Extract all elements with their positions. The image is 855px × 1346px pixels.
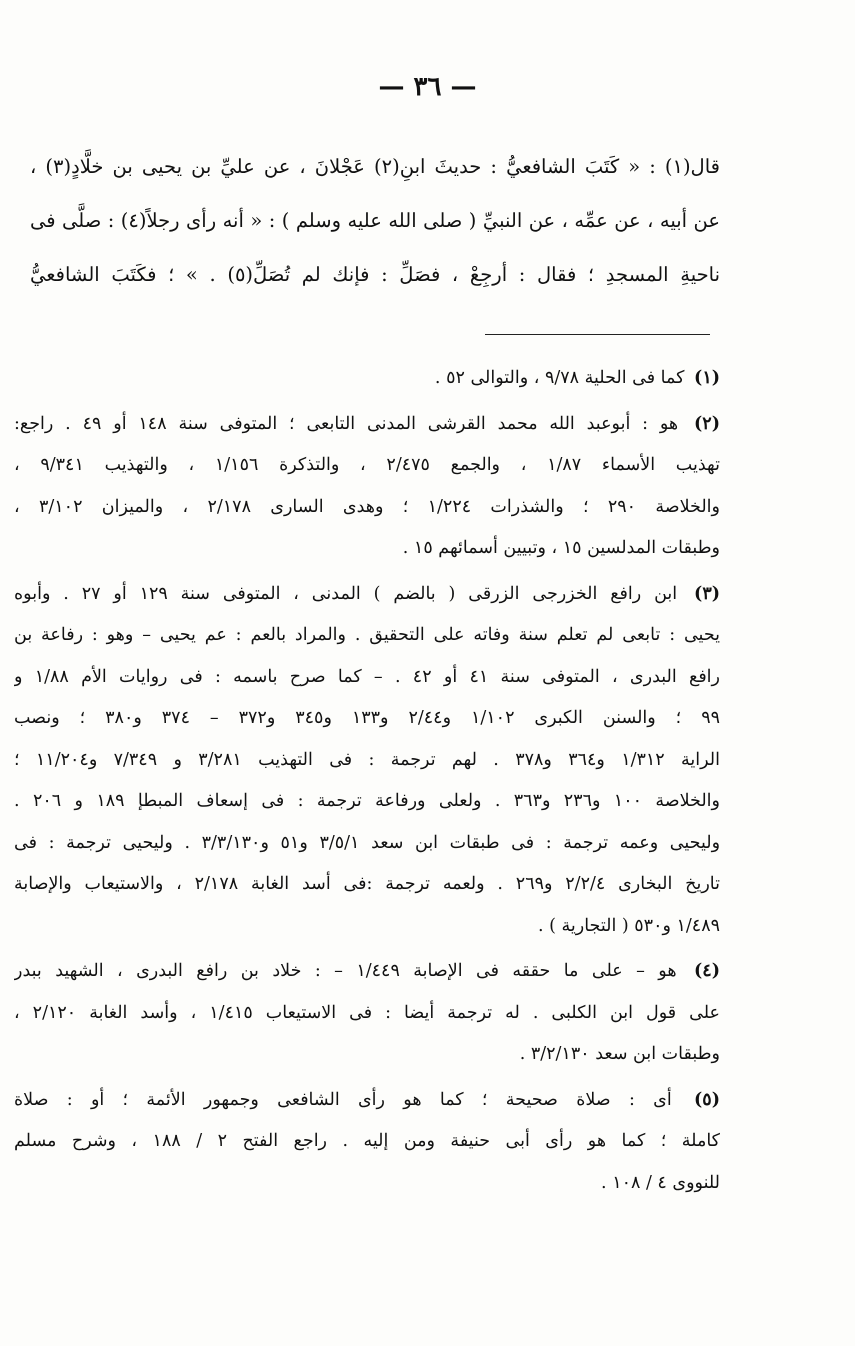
main-text-line: قال(١) : « كَتَبَ الشافعيُّ : حديثَ ابنِ(٢) عَجْلانَ ، عن عليِّ بن يحيى بن خلَّادٍ(٣) ، [30,155,720,178]
footnote-line: وطبقات المدلسين ١٥ ، وتبيين أسمائهم ١٥ . [402,538,720,558]
footnote-line: كاملة ؛ كما هو رأى أبى حنيفة ومن إليه . راجع الفتح ٢ / ١٨٨ ، وشرح مسلم [14,1131,720,1151]
footnote-text: هو : أبوعبد الله محمد القرشى المدنى التابعى ؛ المتوفى سنة ١٤٨ أو ٤٩ . راجع: [14,413,679,434]
footnote-line: والخلاصة ١٠٠ و٢٣٦ و٣٦٣ . ولعلى ورفاعة ترجمة : فى إسعاف المبطإ ١٨٩ و ٢٠٦ . [14,791,720,811]
footnote-line: رافع البدرى ، المتوفى سنة ٤١ أو ٤٢ . – كما صرح باسمه : فى روايات الأم ١/٨٨ و [14,666,720,687]
footnote-3 [14,574,720,948]
footnote-text: كما فى الحلية ٩/٧٨ ، والتوالى ٥٢ . [434,368,685,388]
main-text-line: عن أبيه ، عن عمِّه ، عن النبيِّ ( صلى الله عليه وسلم ) : « أنه رأى رجلاً(٤) : صلَّى فى [30,209,720,232]
footnotes [14,358,720,1208]
footnote-text: ابن رافع الخزرجى الزرقى ( بالضم ) المدنى ، المتوفى سنة ١٢٩ أو ٢٧ . وأبوه [14,583,678,604]
footnote-line: الراية ١/٣١٢ و٣٦٤ و٣٧٨ . لهم ترجمة : فى التهذيب ٣/٢٨١ و ٧/٣٤٩ و١١/٢٠٤ ؛ [14,749,720,770]
footnote-line [14,404,720,446]
footnote-line: تهذيب الأسماء ١/٨٧ ، والجمع ٢/٤٧٥ ، والتذكرة ١/١٥٦ ، والتهذيب ٩/٣٤١ ، [14,455,720,475]
main-text [30,140,720,302]
footnote-divider [485,334,710,335]
footnote-line: وطبقات ابن سعد ٣/٢/١٣٠ . [519,1044,720,1064]
footnote-line: ٩٩ ؛ والسنن الكبرى ١/١٠٢ و٢/٤٤ و١٣٣ و٣٤٥ و٣٧٢ – ٣٧٤ و٣٨٠ ؛ ونصب [14,708,720,728]
footnote-line: على قول ابن الكلبى . له ترجمة أيضا : فى الاستيعاب ١/٤١٥ ، وأسد الغابة ٢/١٢٠ ، [14,1002,720,1023]
footnote-2 [14,404,720,570]
footnote-marker: (٢) [694,413,720,434]
footnote-line: للنووى ٤ / ١٠٨ . [601,1172,720,1193]
footnote-1 [14,358,720,400]
footnote-marker: (١) [694,368,720,388]
footnote-line [14,358,720,400]
footnote-line [14,1080,720,1122]
footnote-line: يحيى : تابعى لم تعلم سنة وفاته على التحقيق . والمراد بالعم : عم يحيى – وهو : رفاعة بن [14,625,720,645]
page-number: — ٣٦ — [378,72,477,102]
footnote-marker: (٣) [694,583,720,604]
footnote-4 [14,951,720,1076]
main-text-line: ناحيةِ المسجدِ ؛ فقال : أرجِعْ ، فصَلِّ : فإنك لم تُصَلِّ(٥) . » ؛ فكَتَبَ الشافعيُّ [30,263,720,286]
footnote-line: وليحيى وعمه ترجمة : فى طبقات ابن سعد ٣/٥/١ و٥١ و٣/٣/١٣٠ . وليحيى ترجمة : فى [14,832,720,853]
footnote-line [14,574,720,616]
footnote-5 [14,1080,720,1205]
footnote-line: ١/٤٨٩ و٥٣٠ ( التجارية ) . [538,915,720,936]
footnote-line: والخلاصة ٢٩٠ ؛ والشذرات ١/٢٢٤ ؛ وهدى السارى ٢/١٧٨ ، والميزان ٣/١٠٢ ، [14,496,720,517]
footnote-marker: (٥) [694,1089,720,1110]
footnote-line: تاريخ البخارى ٢/٢/٤ و٢٦٩ . ولعمه ترجمة :فى أسد الغابة ٢/١٧٨ ، والاستيعاب والإصابة [14,874,720,894]
footnote-text: أى : صلاة صحيحة ؛ كما هو رأى الشافعى وجمهور الأئمة ؛ أو : صلاة [14,1089,672,1110]
footnote-text: هو – على ما حققه فى الإصابة ١/٤٤٩ – : خلاد بن رافع البدرى ، الشهيد ببدر [14,961,677,981]
footnote-line [14,951,720,993]
footnote-marker: (٤) [694,961,720,981]
